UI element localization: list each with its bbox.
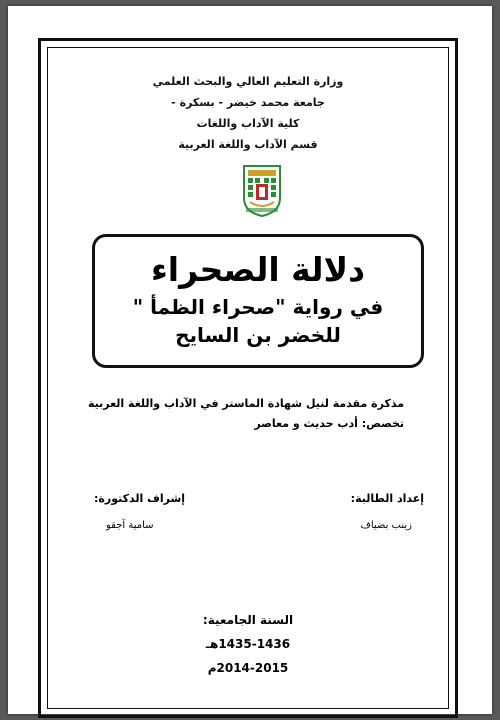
ministry-name: وزارة التعليم العالي والبحث العلمي [152,75,344,88]
academic-year-gregorian: 2014-2015م [207,661,289,675]
institution-header [48,72,448,156]
university-logo-icon [238,162,286,218]
novel-author: للخضر بن السايح [175,323,341,347]
student-name: زينب بضياف [360,520,412,531]
university-name: جامعة محمد خيضر - بسكرة - [171,96,325,109]
thesis-title: دلالة الصحراء [150,250,366,289]
memo-purpose: مذكرة مقدمة لنيل شهادة الماستر في الآداب واللغة العربية [87,397,404,410]
student-label: إعداد الطالبة: [350,492,424,505]
thesis-title-box [92,234,424,368]
supervisor-label: إشراف الدكتورة: [94,492,186,505]
memo-description [88,394,404,434]
memo-specialty: تخصص: أدب حديث و معاصر [254,417,404,430]
department-name: قسم الآداب واللغة العربية [178,138,318,151]
page-border [38,38,458,718]
document-page [8,6,492,714]
thesis-subtitle: في رواية "صحراء الظمأ " [132,295,384,319]
page-inner-border [47,47,449,709]
academic-year [48,608,448,680]
supervisor-name: سامية آجقو [106,520,154,531]
faculty-name: كلية الآداب واللغات [196,117,300,130]
academic-year-hijri: 1435-1436هـ [205,637,291,651]
academic-year-label: السنة الجامعية: [202,613,294,627]
